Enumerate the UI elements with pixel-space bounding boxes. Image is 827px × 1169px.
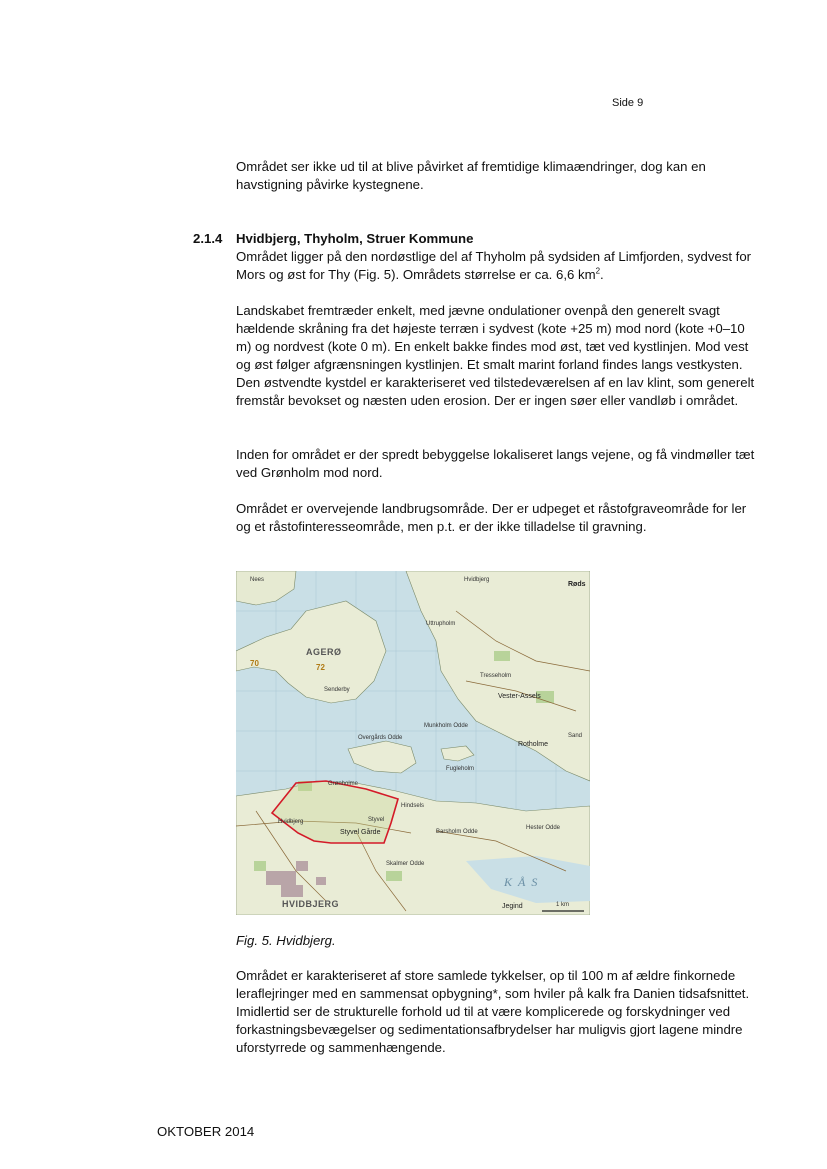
label-senderby: Senderby <box>324 687 350 693</box>
label-hindsels: Hindsels <box>401 803 425 809</box>
label-num-70: 70 <box>250 659 259 668</box>
section-title: Hvidbjerg, Thyholm, Struer Kommune <box>236 231 474 246</box>
label-gronholme: Grønholme <box>328 781 359 787</box>
land-northwest <box>236 571 296 605</box>
figure-caption: Fig. 5. Hvidbjerg. <box>236 933 336 948</box>
label-fugleholm: Fugleholm <box>446 766 475 772</box>
label-hester-odde: Hester Odde <box>526 825 561 831</box>
page-number: Side 9 <box>612 97 644 109</box>
footer-date: OKTOBER 2014 <box>157 1124 255 1139</box>
figure-map <box>236 571 590 915</box>
section-paragraph-1 <box>236 248 756 284</box>
label-munkholm: Munkholm Odde <box>424 723 469 729</box>
section-paragraph-3: Inden for området er der spredt bebyggelse lokaliseret langs vejene, og få vindmøller tæt ved Grønholm mod nord. <box>236 447 755 480</box>
label-kas: KÅS <box>504 875 544 889</box>
label-vester-assels: Vester-Assels <box>498 693 541 700</box>
label-hvidbjerg-top: Hvidbjerg <box>464 577 490 583</box>
para1-superscript: 2 <box>595 266 601 276</box>
label-styvel-gaarde: Styvel Gårde <box>340 829 381 836</box>
label-sand: Sand <box>568 733 583 739</box>
label-barsholm: Barsholm Odde <box>436 829 478 835</box>
intro-paragraph: Området ser ikke ud til at blive påvirket af fremtidige klimaændringer, dog kan en havstigning påvirke kystegnene. <box>236 159 706 192</box>
label-tressholm: Tresseholm <box>480 673 512 679</box>
label-overgaard: Overgårds Odde <box>358 735 403 741</box>
label-uttrupholm: Uttrupholm <box>426 621 456 627</box>
label-skalmer: Skalmer Odde <box>386 861 425 867</box>
land-fugleholm <box>441 746 474 761</box>
para1-text: Området ligger på den nordøstlige del af Thyholm på sydsiden af Limfjorden, sydvest for Mors og øst for Thy (Fig. 5). Områdets størrelse er ca. 6,6 km <box>236 249 752 282</box>
land-overgaard <box>348 741 416 773</box>
label-scale: 1 km <box>556 902 570 908</box>
label-agero: AGERØ <box>306 647 342 657</box>
label-hvidbjerg-town: HVIDBJERG <box>282 899 340 909</box>
section-number: 2.1.4 <box>193 231 223 246</box>
label-nees: Nees <box>250 577 265 583</box>
label-rotholme: Rotholme <box>518 741 548 748</box>
section-paragraph-4: Området er overvejende landbrugsområde. Der er udpeget et råstofgraveområde for ler og et råstofinteresseområde, men p.t. er der ikke tilladelse til gravning. <box>236 501 747 534</box>
label-jegind: Jegind <box>502 903 523 910</box>
label-hvidbjerg-odde: Hvidbjerg <box>278 819 304 825</box>
label-rods: Røds <box>568 581 586 588</box>
label-styvel: Styvel <box>368 817 385 823</box>
body-paragraph: Området er karakteriseret af store samlede tykkelser, op til 100 m af ældre finkornede leraflejringer med en sammensat opbygning*, som hviler på kalk fra Danien tidsafsnittet. Imidlertid ser de strukturelle forhold ud til at være komplicerede og forskydninger ved forkastningsbevægelser og sedimentationsafbrydelser har muligvis gjort lagene mindre uforstyrrede og sammenhængende. <box>236 968 750 1055</box>
para1-end: . <box>600 267 604 282</box>
section-paragraph-2: Landskabet fremtræder enkelt, med jævne ondulationer ovenpå den generelt svagt hældende skråning fra det højeste terræn i sydvest (kote +25 m) mod nord (kote +0–10 m) og nordvest (kote 0 m). En enkelt bakke findes mod øst, tæt ved kystlinjen. Mod vest og øst følger afgrænsningen kystlinjen. Et smalt marint forland findes langs vestkysten. Den østvendte kystdel er karakteriseret ved tilstedeværelsen af en lav klint, som generelt fremstår bevokset og næsten uden erosion. Der er ingen søer eller vandløb i området. <box>236 303 755 408</box>
label-num-72: 72 <box>316 663 325 672</box>
